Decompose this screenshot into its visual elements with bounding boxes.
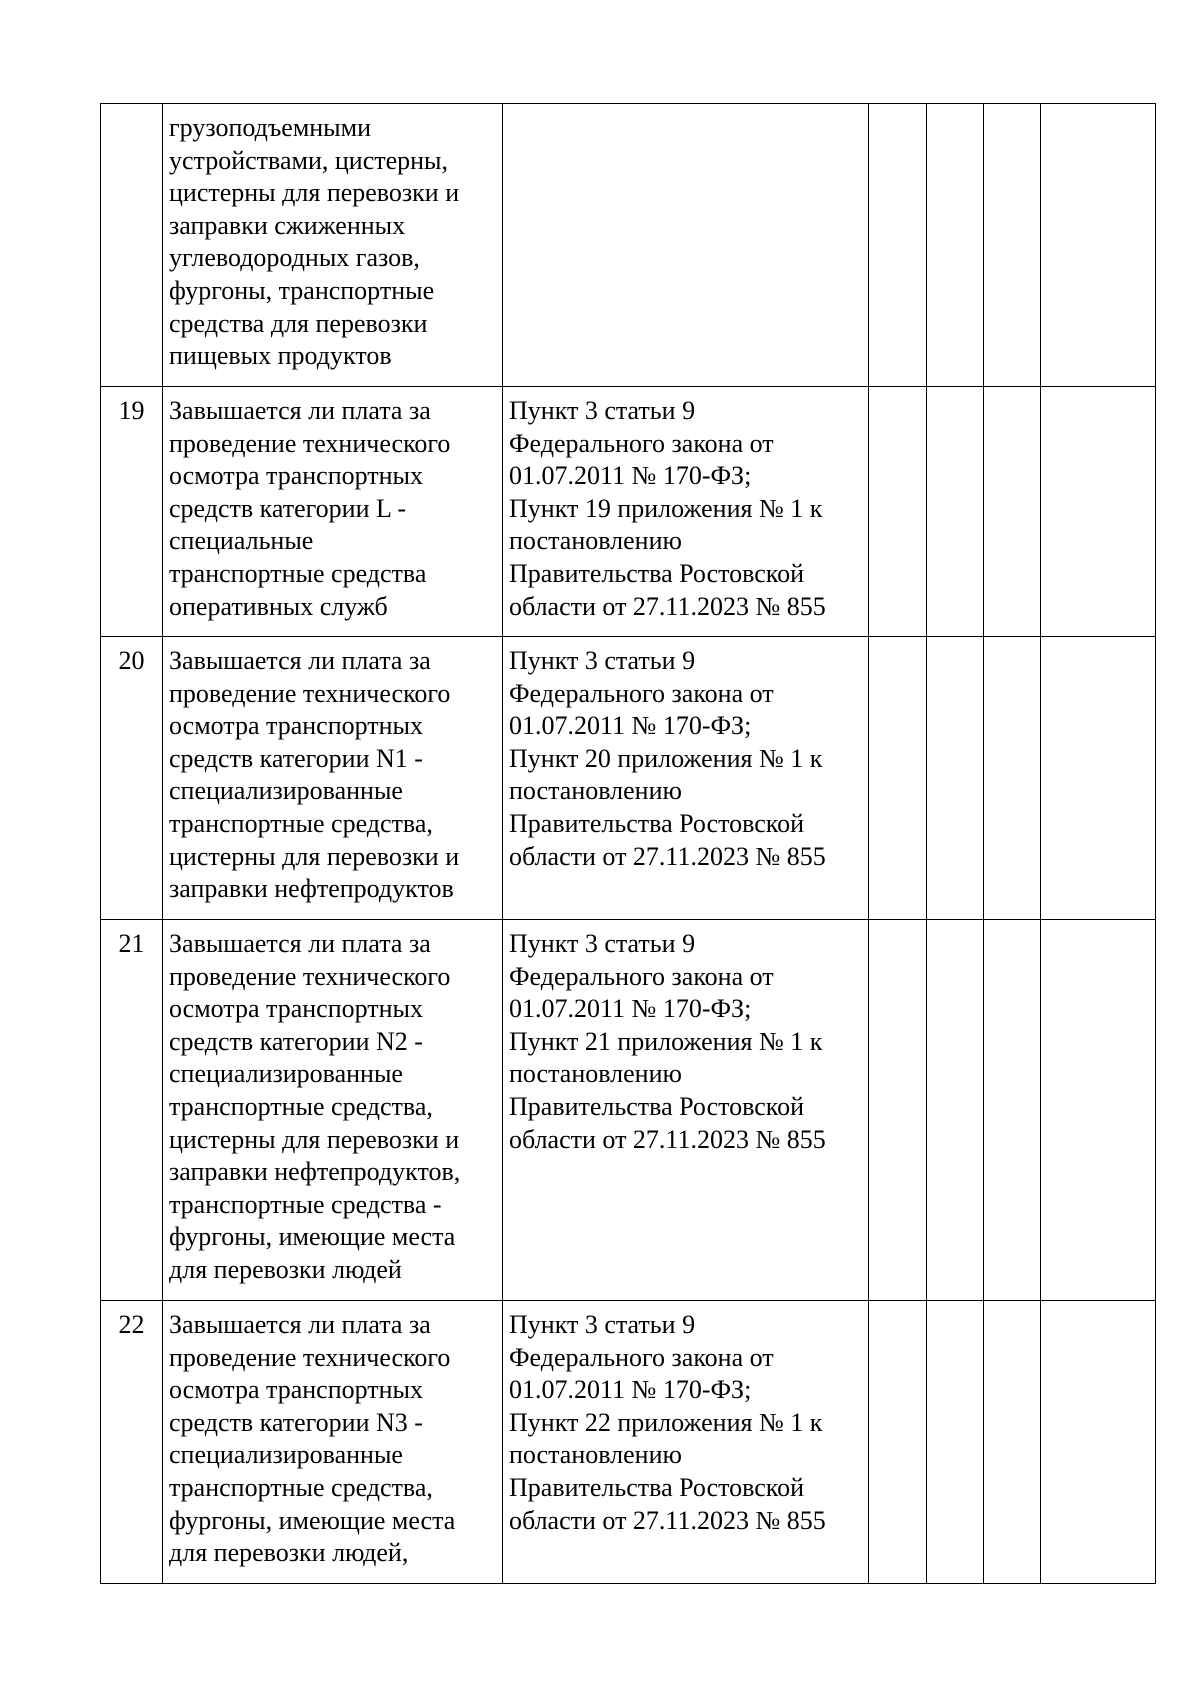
note-cell bbox=[1041, 920, 1156, 1301]
table-row bbox=[101, 637, 1156, 920]
question-cell: Завышается ли плата за проведение технического осмотра транспортных средств категории N3 - специализированные транспортные средства, фургоны, имеющие места для перевозки людей, bbox=[163, 1301, 503, 1584]
answer-no-cell bbox=[927, 637, 984, 920]
note-cell bbox=[1041, 1301, 1156, 1584]
reference-cell bbox=[503, 104, 869, 387]
answer-no-cell bbox=[927, 104, 984, 387]
question-cell: грузоподъемными устройствами, цистерны, цистерны для перевозки и заправки сжиженных углеводородных газов, фургоны, транспортные средства для перевозки пищевых продуктов bbox=[163, 104, 503, 387]
answer-na-cell bbox=[984, 104, 1041, 387]
reference-cell: Пункт 3 статьи 9 Федерального закона от 01.07.2011 № 170-ФЗ; Пункт 20 приложения № 1 к постановлению Правительства Ростовской области от 27.11.2023 № 855 bbox=[503, 637, 869, 920]
answer-yes-cell bbox=[869, 1301, 927, 1584]
answer-na-cell bbox=[984, 1301, 1041, 1584]
row-number bbox=[101, 104, 163, 387]
row-number: 22 bbox=[101, 1301, 163, 1584]
row-number: 21 bbox=[101, 920, 163, 1301]
question-cell: Завышается ли плата за проведение технического осмотра транспортных средств категории N1 - специализированные транспортные средства, цистерны для перевозки и заправки нефтепродуктов bbox=[163, 637, 503, 920]
answer-na-cell bbox=[984, 920, 1041, 1301]
reference-cell: Пункт 3 статьи 9 Федерального закона от 01.07.2011 № 170-ФЗ; Пункт 22 приложения № 1 к постановлению Правительства Ростовской области от 27.11.2023 № 855 bbox=[503, 1301, 869, 1584]
answer-yes-cell bbox=[869, 637, 927, 920]
checklist-table bbox=[100, 103, 1156, 1584]
note-cell bbox=[1041, 387, 1156, 637]
table-row bbox=[101, 920, 1156, 1301]
note-cell bbox=[1041, 104, 1156, 387]
answer-yes-cell bbox=[869, 920, 927, 1301]
answer-no-cell bbox=[927, 1301, 984, 1584]
answer-na-cell bbox=[984, 387, 1041, 637]
answer-na-cell bbox=[984, 637, 1041, 920]
row-number: 19 bbox=[101, 387, 163, 637]
row-number: 20 bbox=[101, 637, 163, 920]
note-cell bbox=[1041, 637, 1156, 920]
table-row bbox=[101, 1301, 1156, 1584]
table-row bbox=[101, 387, 1156, 637]
answer-no-cell bbox=[927, 387, 984, 637]
answer-no-cell bbox=[927, 920, 984, 1301]
reference-cell: Пункт 3 статьи 9 Федерального закона от 01.07.2011 № 170-ФЗ; Пункт 19 приложения № 1 к постановлению Правительства Ростовской области от 27.11.2023 № 855 bbox=[503, 387, 869, 637]
reference-cell: Пункт 3 статьи 9 Федерального закона от 01.07.2011 № 170-ФЗ; Пункт 21 приложения № 1 к постановлению Правительства Ростовской области от 27.11.2023 № 855 bbox=[503, 920, 869, 1301]
question-cell: Завышается ли плата за проведение технического осмотра транспортных средств категории N2 - специализированные транспортные средства, цистерны для перевозки и заправки нефтепродуктов, транспортные средства - фургоны, имеющие места для перевозки людей bbox=[163, 920, 503, 1301]
table-row bbox=[101, 104, 1156, 387]
question-cell: Завышается ли плата за проведение технического осмотра транспортных средств категории L - специальные транспортные средства оперативных служб bbox=[163, 387, 503, 637]
answer-yes-cell bbox=[869, 104, 927, 387]
answer-yes-cell bbox=[869, 387, 927, 637]
